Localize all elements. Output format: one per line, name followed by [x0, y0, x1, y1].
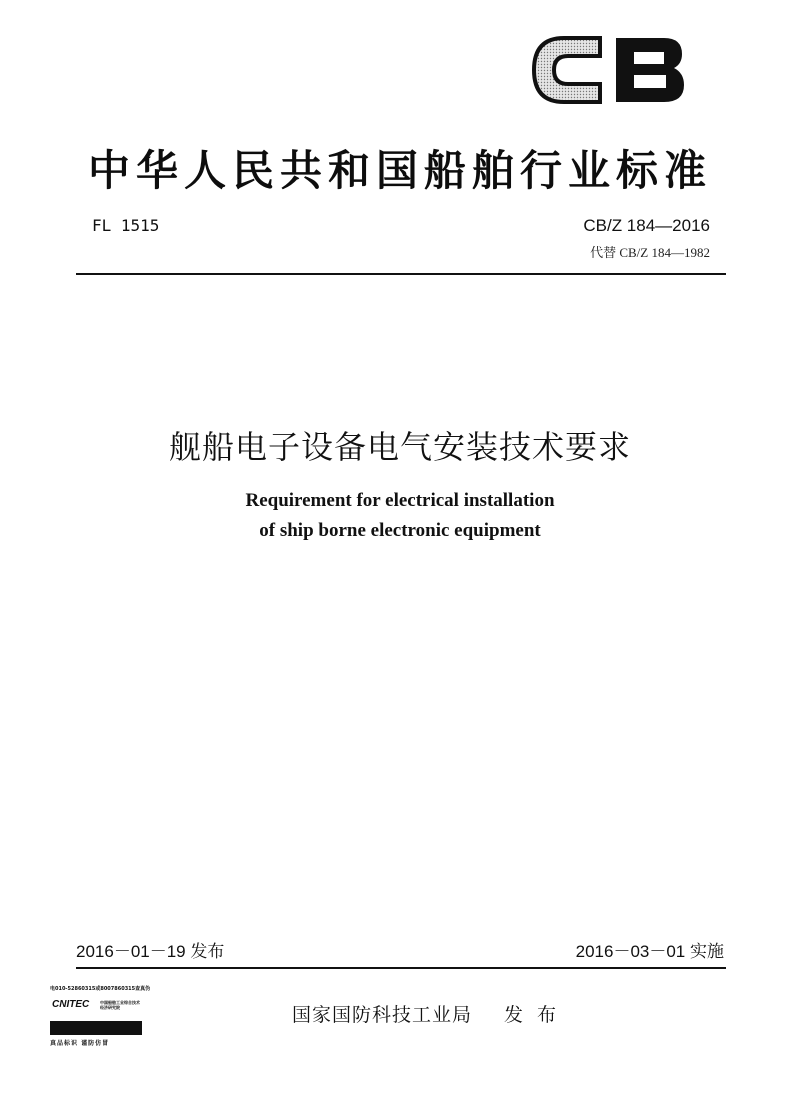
- top-divider: [76, 273, 726, 275]
- stamp-brand: CNITEC: [52, 999, 90, 1010]
- standard-number: CB/Z 184—2016: [583, 216, 710, 235]
- publish-word: 发 布: [504, 1004, 561, 1026]
- stamp-caption: 真品标识 谨防仿冒: [50, 1040, 110, 1047]
- classification-code: FL 1515: [92, 216, 160, 235]
- bottom-divider: [76, 967, 726, 969]
- implementation-date: 2016－03－01 实施: [575, 942, 724, 961]
- stamp-brand-sub: 中国船舶工业综合技术经济研究院: [100, 1000, 140, 1010]
- authenticity-stamp: [50, 985, 151, 1047]
- publisher: 国家国防科技工业局: [292, 1004, 473, 1026]
- issue-date: 2016－01－19 发布: [76, 942, 225, 961]
- stamp-phone: 电010-52860315或8007860315查真伪: [50, 986, 151, 992]
- standard-title-chinese: 舰船电子设备电气安装技术要求: [168, 428, 631, 466]
- replaces-standard: 代替 CB/Z 184—1982: [590, 245, 710, 260]
- stamp-bar: [50, 1021, 142, 1035]
- cb-logo: [528, 30, 688, 110]
- org-title: 中华人民共和国船舶行业标准: [87, 146, 712, 195]
- standard-title-english-line2: of ship borne electronic equipment: [259, 520, 541, 541]
- standard-title-english-line1: Requirement for electrical installation: [245, 490, 555, 511]
